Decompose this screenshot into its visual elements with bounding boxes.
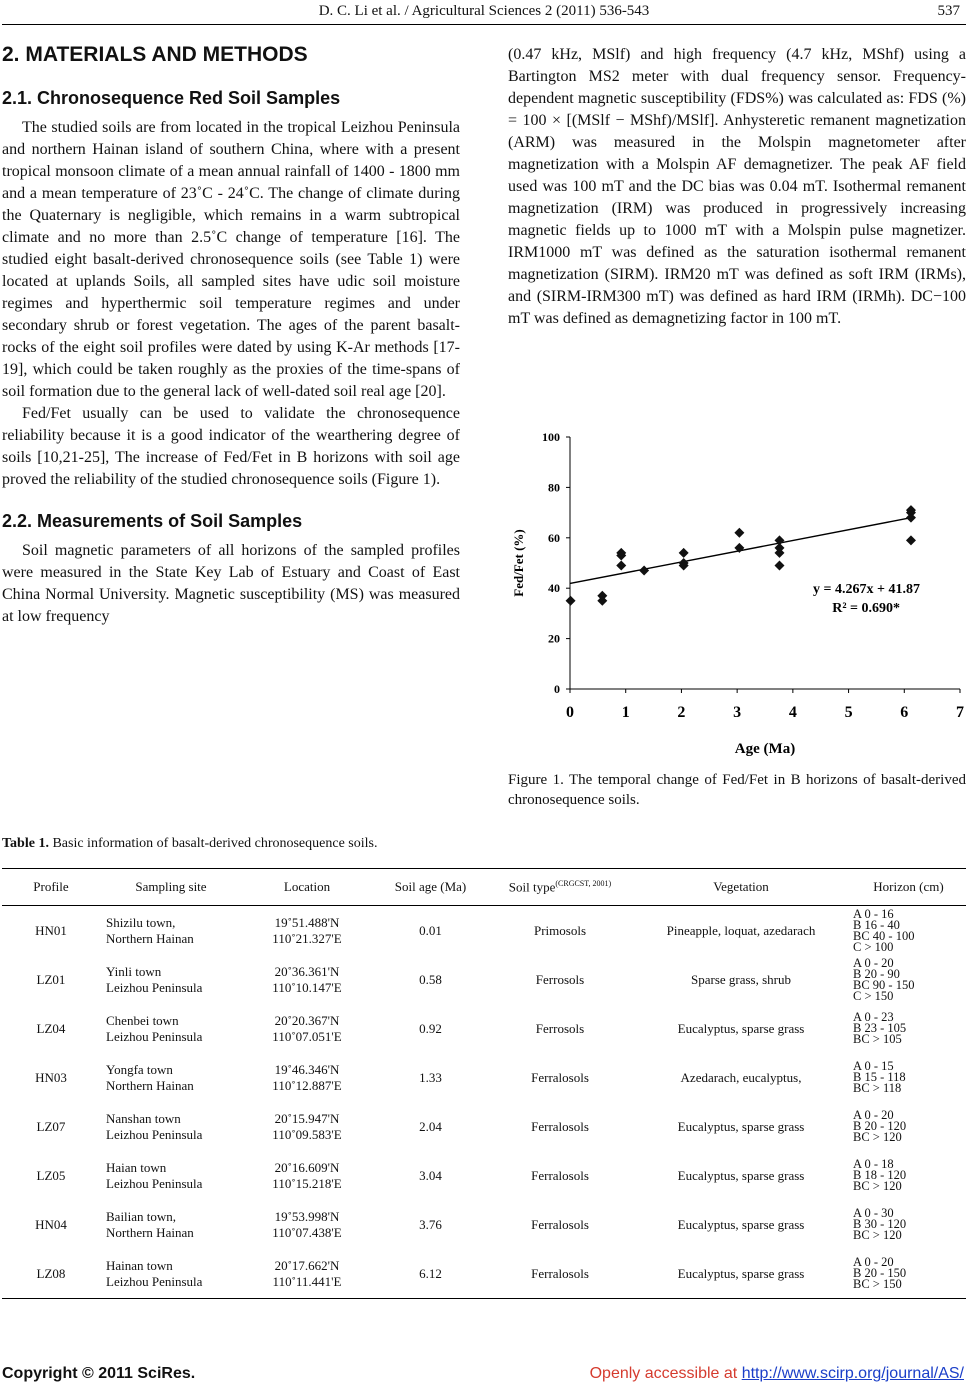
site-line-1: Haian town <box>106 1159 167 1175</box>
running-header <box>0 0 968 30</box>
latitude: 20˚16.609'N <box>274 1159 340 1175</box>
x-tick-label: 2 <box>677 704 686 721</box>
paragraph-4: (0.47 kHz, MSlf) and high frequency (4.7 kHz, MShf) using a Bartington MS2 meter with dual frequency sensor. Frequency-dependent magnetic susceptibility (FDS%) was calculated as: FDS (%) = 100 × [(MSlf − MShf)/MSlf]. Anhysteretic remanent magnetization (ARM) was measured in the Molspin magnetometer after magnetization with a Molspin AF demagnetizer. The peak AF field used was 100 mT and the DC bias was 0.04 mT. Isothermal remanent magnetization (IRM) was produced in progressively increasing magnetic fields up to 1000 mT with a Molspin pulse magnetizer. IRM1000 mT was defined as the saturation isothermal remanent magnetization (SIRM). IRM20 mT was defined as soft IRM (IRMs), and (SIRM-IRM300 mT) was defined as hard IRM (IRMh). DC−100 mT was defined as demagnetizing factor in 100 mT. <box>508 46 966 327</box>
cell-horizon <box>851 906 966 956</box>
data-point <box>597 591 607 601</box>
cell-profile: HN03 <box>35 1069 67 1085</box>
cell-horizon <box>851 1151 966 1200</box>
cell-location <box>242 1102 372 1151</box>
table-row <box>2 1200 966 1249</box>
table-row <box>2 1151 966 1200</box>
site-line-1: Chenbei town <box>106 1012 179 1028</box>
site-line-1: Nanshan town <box>106 1110 181 1126</box>
cell-vegetation: Eucalyptus, sparse grass <box>677 1167 805 1183</box>
latitude: 20˚20.367'N <box>274 1012 340 1028</box>
cell-age: 3.04 <box>419 1167 442 1183</box>
x-axis-label: Age (Ma) <box>734 741 796 757</box>
cell-age: 6.12 <box>372 1249 489 1299</box>
site-line-1: Yongfa town <box>106 1061 173 1077</box>
cell-age: 2.04 <box>419 1118 442 1134</box>
table-caption <box>2 836 377 852</box>
page-footer <box>0 1360 968 1388</box>
horizon-line: B 30 - 120 <box>853 1217 907 1231</box>
cell-vegetation: Eucalyptus, sparse grass <box>677 1118 805 1134</box>
data-point <box>566 596 576 606</box>
cell-soil-type: Primosols <box>533 922 586 938</box>
soil-table <box>2 868 966 1299</box>
header-age: Soil age (Ma) <box>372 869 489 906</box>
cell-location <box>242 906 372 956</box>
cell-vegetation: Azedarach, eucalyptus, <box>680 1069 802 1085</box>
cell-horizon <box>851 1004 966 1053</box>
header-location: Location <box>242 869 372 906</box>
cell-site <box>100 1200 242 1249</box>
longitude: 110˚21.327'E <box>272 930 342 946</box>
horizon-line: A 0 - 16 <box>853 906 894 921</box>
header-soil-type-text: Soil type <box>508 879 556 895</box>
header-soil-type-sup: (CRGCST, 2001) <box>555 878 612 888</box>
data-point <box>616 561 626 571</box>
header-vegetation: Vegetation <box>631 869 851 906</box>
horizon-line: B 15 - 118 <box>853 1070 906 1084</box>
cell-site <box>100 955 242 1004</box>
longitude: 110˚10.147'E <box>272 979 342 995</box>
cell-profile: LZ08 <box>2 1249 100 1299</box>
cell-location <box>242 1004 372 1053</box>
x-tick-label: 1 <box>621 704 630 721</box>
table-row <box>2 906 966 956</box>
site-line-1: Hainan town <box>106 1257 173 1273</box>
cell-vegetation: Eucalyptus, sparse grass <box>677 1020 805 1036</box>
x-tick-label: 0 <box>566 704 574 721</box>
horizon-line: BC 40 - 100 <box>853 928 915 943</box>
cell-horizon <box>851 1200 966 1249</box>
horizon-line: BC 90 - 150 <box>853 977 915 992</box>
cell-profile: LZ07 <box>36 1118 66 1134</box>
cell-location <box>242 1249 372 1299</box>
x-tick-label: 7 <box>956 704 964 721</box>
header-profile: Profile <box>2 869 100 906</box>
paragraph-2: Fed/Fet usually can be used to validate the chronosequence reliability because it is a good indicator of the wearthering degree of soils [10,21-25], The increase of Fed/Fet in B horizons with soil age proved the reliability of the studied chronosequence soils (Figure 1). <box>2 405 460 488</box>
running-title: D. C. Li et al. / Agricultural Sciences 2 (2011) 536-543 <box>318 3 650 19</box>
paragraph-3: Soil magnetic parameters of all horizons of the sampled profiles were measured in the State Key Lab of Estuary and Coast of East China Normal University. Magnetic susceptibility (MS) was measured at low frequency <box>2 542 460 625</box>
subsection-title-2: 2.2. Measurements of Soil Samples <box>2 511 303 531</box>
site-line-2: Leizhou Peninsula <box>106 1028 203 1044</box>
cell-soil-type: Ferralosols <box>531 1167 589 1183</box>
x-tick-label: 4 <box>788 704 797 721</box>
header-horizon: Horizon (cm) <box>851 869 966 906</box>
latitude: 19˚51.488'N <box>274 914 340 930</box>
cell-age: 0.01 <box>419 922 442 938</box>
horizon-line: B 20 - 150 <box>853 1266 907 1280</box>
cell-soil-type: Ferrosols <box>535 971 585 987</box>
data-point <box>639 566 649 576</box>
horizon-line: A 0 - 20 <box>853 955 894 970</box>
site-line-1: Bailian town, <box>106 1208 177 1224</box>
journal-link[interactable]: http://www.scirp.org/journal/AS/ <box>741 1365 964 1382</box>
cell-profile: LZ05 <box>36 1167 66 1183</box>
x-tick-label: 6 <box>900 704 909 721</box>
longitude: 110˚07.051'E <box>272 1028 342 1044</box>
open-access-text: Openly accessible at <box>589 1365 742 1382</box>
y-tick-label: 80 <box>548 480 560 495</box>
cell-horizon <box>851 955 966 1004</box>
site-line-2: Northern Hainan <box>106 1077 194 1093</box>
site-line-2: Leizhou Peninsula <box>106 1273 203 1289</box>
y-tick-label: 40 <box>548 581 560 596</box>
site-line-2: Leizhou Peninsula <box>106 1175 203 1191</box>
y-axis-label: Fed/Fet (%) <box>511 529 526 597</box>
cell-location <box>242 1053 372 1102</box>
cell-age: 0.92 <box>419 1020 442 1036</box>
table-row <box>2 1249 966 1299</box>
table-row <box>2 1102 966 1151</box>
section-title: 2. MATERIALS AND METHODS <box>2 43 308 66</box>
y-tick-label: 20 <box>548 631 560 646</box>
latitude: 19˚53.998'N <box>274 1208 340 1224</box>
copyright: Copyright © 2011 SciRes. <box>2 1365 196 1382</box>
horizon-line: A 0 - 15 <box>853 1059 894 1073</box>
cell-age: 0.58 <box>419 971 442 987</box>
site-line-2: Leizhou Peninsula <box>106 979 203 995</box>
horizon-line: B 20 - 120 <box>853 1119 907 1133</box>
table-header-row <box>2 869 966 906</box>
left-column <box>2 40 460 628</box>
horizon-line: BC > 105 <box>853 1032 902 1046</box>
horizon-line: A 0 - 23 <box>853 1010 894 1024</box>
figure-caption: Figure 1. The temporal change of Fed/Fet in B horizons of basalt-derived chronosequence soils. <box>508 772 966 808</box>
horizon-line: BC > 120 <box>853 1179 902 1193</box>
latitude: 19˚46.346'N <box>274 1061 340 1077</box>
cell-soil-type: Ferralosols <box>531 1118 589 1134</box>
cell-location <box>242 1151 372 1200</box>
longitude: 110˚15.218'E <box>272 1175 342 1191</box>
latitude: 20˚17.662'N <box>274 1257 340 1273</box>
cell-soil-type: Ferralosols <box>531 1069 589 1085</box>
table-row <box>2 955 966 1004</box>
cell-site <box>100 1249 242 1299</box>
horizon-line: A 0 - 18 <box>853 1157 894 1171</box>
longitude: 110˚11.441'E <box>272 1273 342 1289</box>
cell-soil-type: Ferralosols <box>531 1216 589 1232</box>
longitude: 110˚12.887'E <box>272 1077 342 1093</box>
cell-profile: HN01 <box>35 922 67 938</box>
horizon-line: C > 100 <box>853 939 894 954</box>
cell-vegetation: Eucalyptus, sparse grass <box>631 1249 851 1299</box>
site-line-1: Shizilu town, <box>106 914 176 930</box>
data-point <box>679 548 689 558</box>
cell-site <box>100 1151 242 1200</box>
horizon-line: BC > 120 <box>853 1228 902 1242</box>
horizon-line: B 20 - 90 <box>853 966 900 981</box>
site-line-2: Leizhou Peninsula <box>106 1126 203 1142</box>
y-tick-label: 0 <box>554 682 560 696</box>
horizon-line: A 0 - 20 <box>853 1108 894 1122</box>
open-access-note <box>590 1365 964 1383</box>
longitude: 110˚09.583'E <box>272 1126 342 1142</box>
cell-location <box>242 1200 372 1249</box>
latitude: 20˚36.361'N <box>274 963 340 979</box>
latitude: 20˚15.947'N <box>274 1110 340 1126</box>
scatter-chart <box>508 420 966 765</box>
table-caption-text: Basic information of basalt-derived chronosequence soils. <box>52 836 378 851</box>
y-tick-label: 100 <box>542 430 560 444</box>
right-column <box>508 44 966 330</box>
cell-site <box>100 1004 242 1053</box>
header-rule <box>2 24 966 25</box>
cell-horizon <box>851 1053 966 1102</box>
cell-age: 1.33 <box>419 1069 442 1085</box>
header-site: Sampling site <box>100 869 242 906</box>
table-caption-label: Table 1. <box>2 836 49 851</box>
longitude: 110˚07.438'E <box>272 1224 342 1240</box>
trend-equation: y = 4.267x + 41.87 <box>813 582 920 598</box>
cell-vegetation: Sparse grass, shrub <box>690 971 791 987</box>
horizon-line: C > 150 <box>853 988 894 1003</box>
cell-soil-type: Ferrosols <box>535 1020 585 1036</box>
figure-1 <box>508 420 966 765</box>
horizon-line: B 23 - 105 <box>853 1021 907 1035</box>
paragraph-1: The studied soils are from located in the tropical Leizhou Peninsula and northern Hainan island of southern China, where with a present tropical monsoon climate of a mean annual rainfall of 1400 - 1800 mm and a mean temperature of 23˚C - 24˚C. The change of climate during the Quaternary is negligible, which remains in a warm subtropical climate and no more than 2.5˚C change of temperature [16]. The studied eight basalt-derived chronosequence soils (see Table 1) were located at uplands Soils, all sampled sites have udic soil moisture regimes and hyperthermic soil temperature regimes and under secondary shrub or forest vegetation. The ages of the parent basalt-rocks of the eight soil profiles were dated by using K-Ar methods [17-19], which could be taken roughly as the proxies of the time-spans of soil formation due to the general lack of well-dated soil real age [20]. <box>2 119 460 400</box>
x-tick-label: 3 <box>733 704 742 721</box>
header-soil-type <box>489 869 631 906</box>
data-point <box>774 561 784 571</box>
horizon-line: B 18 - 120 <box>853 1168 907 1182</box>
y-tick-label: 60 <box>548 530 560 545</box>
x-tick-label: 5 <box>844 704 853 721</box>
table-row <box>2 1053 966 1102</box>
subsection-title-1: 2.1. Chronosequence Red Soil Samples <box>2 88 341 108</box>
horizon-line: B 16 - 40 <box>853 917 900 932</box>
cell-profile: HN04 <box>35 1216 67 1232</box>
horizon-line: BC > 118 <box>853 1081 902 1095</box>
site-line-2: Northern Hainan <box>106 930 194 946</box>
data-point <box>734 528 744 538</box>
cell-age: 3.76 <box>419 1216 442 1232</box>
cell-vegetation: Eucalyptus, sparse grass <box>677 1216 805 1232</box>
cell-site <box>100 1102 242 1151</box>
cell-soil-type: Ferralosols <box>489 1249 631 1299</box>
cell-horizon <box>851 1102 966 1151</box>
cell-site <box>100 1053 242 1102</box>
cell-profile: LZ04 <box>36 1020 66 1036</box>
cell-horizon <box>851 1249 966 1299</box>
horizon-line: A 0 - 20 <box>853 1255 894 1269</box>
data-point <box>906 535 916 545</box>
cell-site <box>100 906 242 956</box>
site-line-2: Northern Hainan <box>106 1224 194 1240</box>
horizon-line: A 0 - 30 <box>853 1206 894 1220</box>
cell-vegetation: Pineapple, loquat, azedarach <box>666 922 816 938</box>
horizon-line: BC > 150 <box>853 1277 902 1291</box>
cell-location <box>242 955 372 1004</box>
horizon-line: BC > 120 <box>853 1130 902 1144</box>
r-squared-label: R² = 0.690* <box>832 601 900 617</box>
table-row <box>2 1004 966 1053</box>
cell-profile: LZ01 <box>36 971 66 987</box>
site-line-1: Yinli town <box>106 963 162 979</box>
page-number: 537 <box>937 3 960 19</box>
